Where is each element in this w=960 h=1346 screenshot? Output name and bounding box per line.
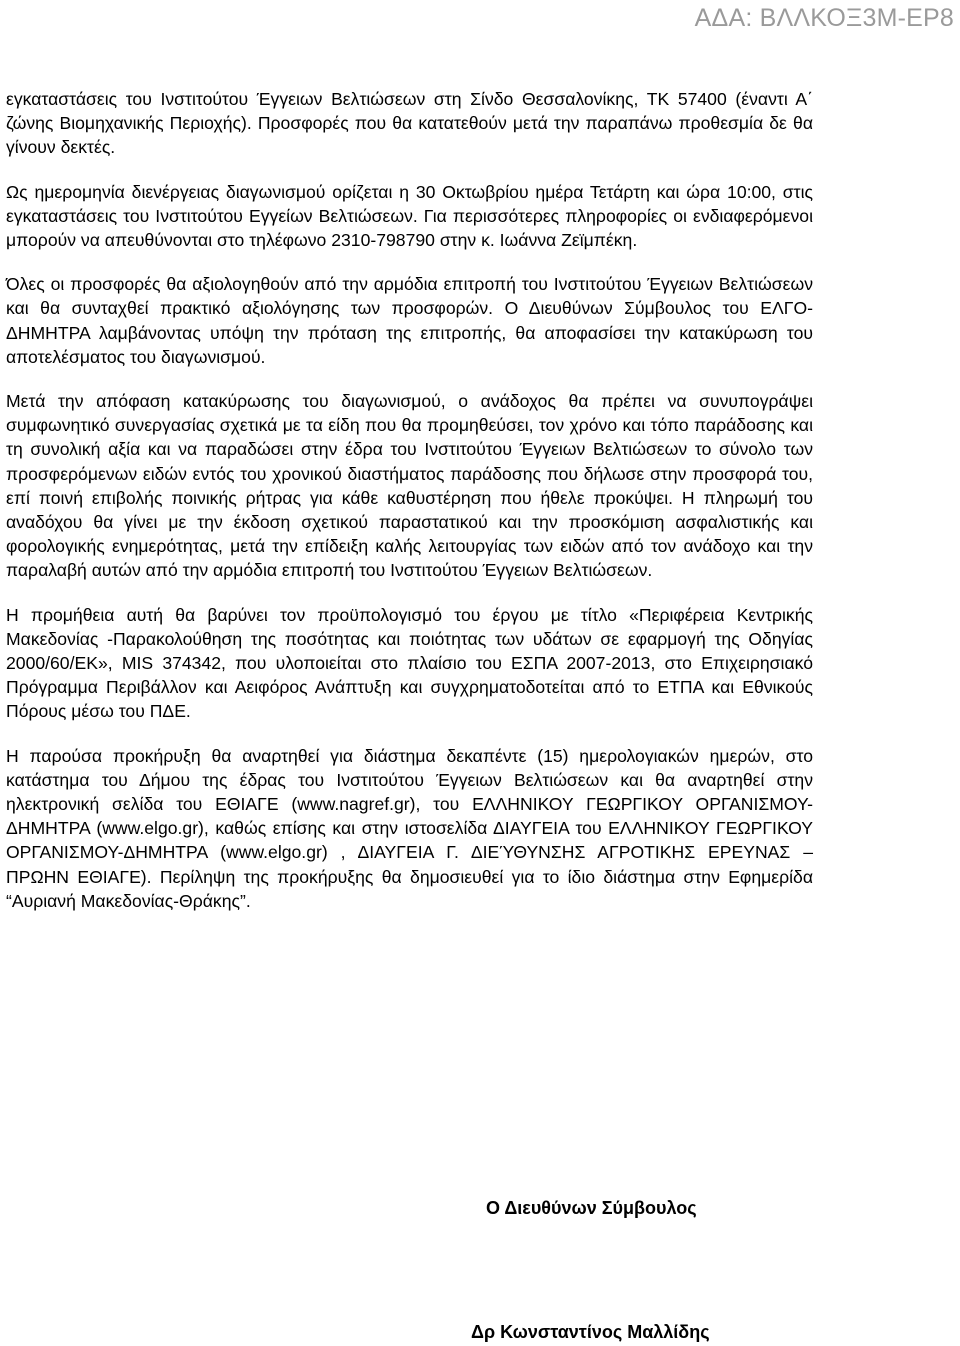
paragraph-submission-location: εγκαταστάσεις του Ινστιτούτου Έγγειων Βελτιώσεων στη Σίνδο Θεσσαλονίκης, ΤΚ 57400 (έναντι Α΄ ζώνης Βιομηχανικής Περιοχής). Προσφορές που θα κατατεθούν μετά την παραπάνω προθεσμία δε θα γίνουν δεκτές. (6, 89, 813, 158)
document-code: ΑΔΑ: ΒΛΛΚΟΞ3Μ-ΕΡ8 (694, 4, 954, 32)
paragraph-evaluation: Όλες οι προσφορές θα αξιολογηθούν από την αρμόδια επιτροπή του Ινστιτούτου Έγγειων Βελτιώσεων και θα συνταχθεί πρακτικό αξιολόγησης των προσφορών. Ο Διευθύνων Σύμβουλος του ΕΛΓΟ-ΔΗΜΗΤΡΑ λαμβάνοντας υπόψη την πρόταση της επιτροπής, θα αποφασίσει την κατακύρωση του αποτελέσματος του διαγωνισμού. (6, 274, 813, 367)
signature-name: Δρ Κωνσταντίνος Μαλλίδης (471, 1322, 710, 1342)
paragraph-tender-date: Ως ημερομηνία διενέργειας διαγωνισμού ορίζεται η 30 Οκτωβρίου ημέρα Τετάρτη και ώρα 10:00, στις εγκαταστάσεις του Ινστιτούτου Εγγείων Βελτιώσεων. Για περισσότερες πληροφορίες οι ενδιαφερόμενοι μπορούν να απευθύνονται στο τηλέφωνο 2310-798790 στην κ. Ιωάννα Ζεϊμπέκη. (6, 181, 813, 251)
paragraph-award-contract: Μετά την απόφαση κατακύρωσης του διαγωνισμού, ο ανάδοχος θα πρέπει να συνυπογράψει συμφωνητικό συνεργασίας σχετικά με τα είδη που θα προμηθεύσει, τον χρόνο και τόπο παράδοσης και τη συνολική αξία και να παραδώσει στην έδρα του Ινστιτούτου Έγγειων Βελτιώσεων το σύνολο των προσφερόμενων ειδών εντός του χρονικού διαστήματος παράδοσης που δήλωσε στην προσφορά του, επί ποινή επιβολής ποινικής ρήτρας για κάθε καθυστέρηση που ήθελε προκύψει. Η πληρωμή του αναδόχου θα γίνει με την έκδοση σχετικού παραστατικού και την προσκόμιση ασφαλιστικής και φορολογικής ενημερότητας, μετά την επίδειξη καλής λειτουργίας των ειδών από τον ανάδοχο και την παραλαβή αυτών από την αρμόδια επιτροπή του Ινστιτούτου Έγγειων Βελτιώσεων. (6, 391, 813, 581)
document-body (6, 87, 813, 933)
paragraph-funding: Η προμήθεια αυτή θα βαρύνει τον προϋπολογισμό του έργου με τίτλο «Περιφέρεια Κεντρικής Μακεδονίας -Παρακολούθηση της ποσότητας και ποιότητας των υδάτων σε εφαρμογή της Οδηγίας 2000/60/ΕΚ», MIS 374342, που υλοποιείται στο πλαίσιο του ΕΣΠΑ 2007-2013, στο Επιχειρησιακό Πρόγραμμα Περιβάλλον και Αειφόρος Ανάπτυξη και συγχρηματοδοτείται από το ΕΤΠΑ και Εθνικούς Πόρους μέσω του ΠΔΕ. (6, 604, 813, 722)
signature-title: Ο Διευθύνων Σύμβουλος (486, 1198, 697, 1218)
paragraph-publication: Η παρούσα προκήρυξη θα αναρτηθεί για διάστημα δεκαπέντε (15) ημερολογιακών ημερών, στο κατάστημα του Δήμου της έδρας του Ινστιτούτου Έγγειων Βελτιώσεων και θα αναρτηθεί στην ηλεκτρονική σελίδα του ΕΘΙΑΓΕ (www.nagref.gr), του ΕΛΛΗΝΙΚΟΥ ΓΕΩΡΓΙΚΟΥ ΟΡΓΑΝΙΣΜΟΥ-ΔΗΜΗΤΡΑ (www.elgo.gr), καθώς επίσης και στην ιστοσελίδα ΔΙΑΥΓΕΙΑ του ΕΛΛΗΝΙΚΟΥ ΓΕΩΡΓΙΚΟΥ ΟΡΓΑΝΙΣΜΟΥ-ΔΗΜΗΤΡΑ (www.elgo.gr) , ΔΙΑΥΓΕΙΑ Γ. ΔΙΕΎΘΥΝΣΗΣ ΑΓΡΟΤΙΚΗΣ ΕΡΕΥΝΑΣ – ΠΡΩΗΝ ΕΘΙΑΓΕ). Περίληψη της προκήρυξης θα δημοσιευθεί για το ίδιο διάστημα στην Εφημερίδα “Αυριανή Μακεδονίας-Θράκης”. (6, 745, 813, 911)
